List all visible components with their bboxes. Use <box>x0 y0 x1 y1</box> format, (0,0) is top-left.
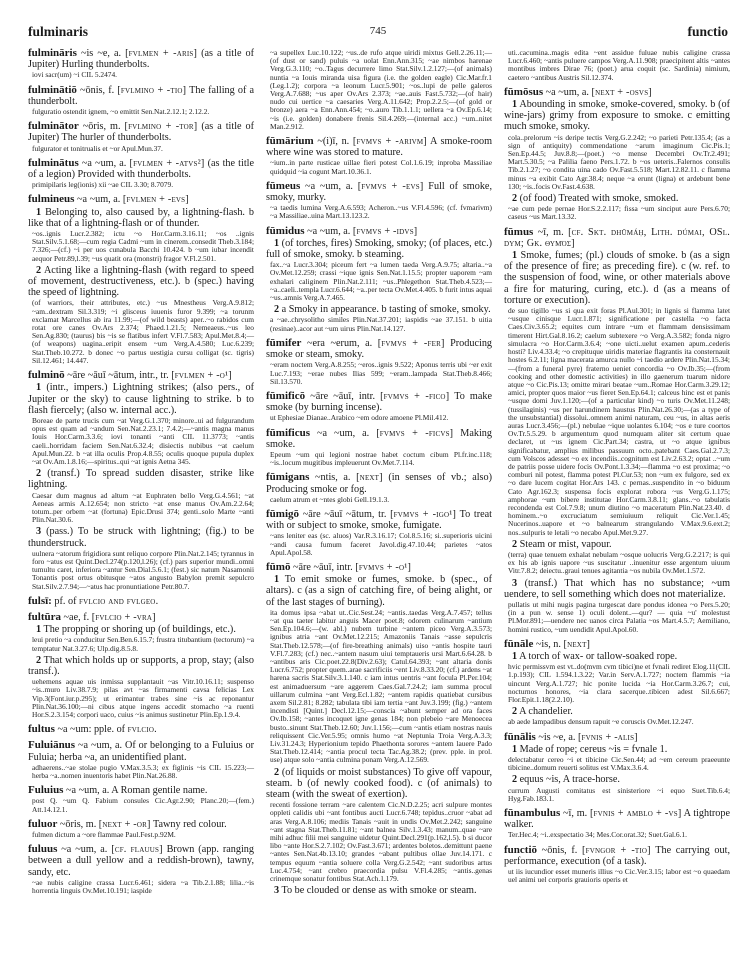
etymology: fvlcio and fvlgeo. <box>79 595 159 607</box>
dictionary-entry <box>504 808 730 840</box>
etymology: [fvlmen + -o¹] <box>171 370 232 382</box>
headword-line <box>504 808 730 830</box>
sense <box>28 207 254 229</box>
dictionary-entry <box>266 338 492 386</box>
headword-line <box>266 472 492 494</box>
grammar-info: ~a ~um, a. <box>78 157 130 169</box>
grammar-info: ~a ~um: pple. of <box>54 724 128 736</box>
sense <box>504 250 730 306</box>
etymology: [next] <box>356 472 383 484</box>
headword: fuluor <box>28 817 58 830</box>
sense <box>266 885 492 896</box>
headword-line <box>504 639 730 650</box>
headword: functiō <box>504 843 537 856</box>
dictionary-entry <box>504 732 730 803</box>
grammar-info: ~āre ~āuī, intr. <box>305 390 381 402</box>
citations: uulnera ~atorum frigidiora sunt reliquo corpore Plin.Nat.2.145; tyrannus in foro ~atus est Quint.Decl.274(p.120,l.26); (cf.) pars superior mundi..omni tumultu caret, inferiora ~antur Sen.Dial.5.6.1; (fest.) sic natum Nasamonii Tonantis post ortus obitusque ~atos angusto Babylon premit sepulcro Stat.Silv.2.7.94;—~atus hac pronuntiatione Petr.80.7. <box>32 548 254 591</box>
citations: caelum atrum et ~ntes globi Gell.19.1.3. <box>270 494 390 504</box>
etymology: [fvlmen + -atvs²] <box>129 157 205 169</box>
sense <box>266 238 492 260</box>
sense-number: 2 <box>512 774 518 786</box>
dictionary-entry <box>28 596 254 607</box>
definition: To make smoke (by burning incense). <box>266 390 492 414</box>
dictionary-entry <box>28 785 254 814</box>
citations: recenti fossione terram ~are calentem Cic.N.D.2.25; acri sulpure montes oppleti calidis ubi ~ant fontibus aucti Lucr.6.748; tepidus..cruor ~abat ad aras Verg.A.8.106; mediis Tanais ~auit in undis Ov.Met.2.242; sanguine ~ant stagna Stat.Theb.11.81; ~ant balnea Silv.1.3.43; manum..quae ~are mihi adhuc filii mei sanguine uidetur Quint.Decl.291(p.162,l.5). b si ducor libo ~ante Hor.S.2.7.102; Ov.Fast.3.671; ardentes boletos..demittunt paene ~antes Sen.Nat.4b.13.10; grandes ~abant pultibus ollae Juv.14.171. c tempus equum ~antia soluere colla Verg.G.2.542; ~ant sudoribus artus Luc.4.754; ~ant crebro praecordia pulsu V.Fl.4.285; ~antis..genas crinemque sonatur fontibus Stat.Ach.1.179. <box>270 800 492 884</box>
etymology: [fvlmino + -tio] <box>117 84 187 96</box>
headword: fūmificō <box>266 389 306 402</box>
headword: fūmeus <box>266 179 301 192</box>
etymology: [cf. Skt. dhūmáḥ, Lith. dúmai, OSl. dym; Gk. θυμός] <box>504 226 730 249</box>
dictionary-entry <box>28 48 254 80</box>
headword: fūmus <box>504 225 534 238</box>
definition: A torch of wax- or tallow-soaked rope. <box>519 651 678 662</box>
headword: fūmōsus <box>504 85 544 98</box>
sense <box>504 774 730 785</box>
grammar-info: ~a ~um, a. <box>304 225 353 237</box>
headword: fulminātus <box>28 156 79 169</box>
sense-number: 1 <box>512 743 518 755</box>
definition: The falling of a thunderbolt. <box>28 84 254 107</box>
sense-number: 1 <box>512 250 518 262</box>
citations: primipilaris leg(ionis) xii ~ae CIL 3.30; 8.7079. <box>32 180 174 190</box>
sense <box>28 526 254 548</box>
headword: fulmineus <box>28 193 75 206</box>
etymology: [next] <box>563 638 591 650</box>
dictionary-entry <box>28 370 254 591</box>
etymology: [fvngor + -tio] <box>582 844 651 856</box>
etymology: [fvmvs + -igo¹] <box>390 508 457 520</box>
etymology: [fvmvs + -evs] <box>357 180 424 192</box>
citations: ab aede lampadibus densum rapuit ~e coruscis Ov.Met.12.247. <box>508 717 694 727</box>
etymology: [next + -or] <box>98 818 151 830</box>
headword-line <box>504 845 730 867</box>
definition: (intr., impers.) Lightning strikes; (also pers., of Jupiter or the sky) to cause lightning to strike. b to flash fiercely; (also w. internal acc.). <box>28 382 254 416</box>
sense-number: 1 <box>36 382 42 394</box>
citations: iovi sacr(um) ~i CIL 5.2474. <box>32 70 118 80</box>
definition: The carrying out, performance, execution (of a task). <box>504 844 730 867</box>
definition: Belonging to, also caused by, a lightning-flash. b like that of a lightning-flash or of thunder. <box>28 206 255 229</box>
running-head-last-word: functio <box>687 24 728 39</box>
sense-number: 3 <box>36 526 42 538</box>
definition: (in senses of vb.; also) Producing smoke or fog. <box>266 472 492 495</box>
definition: Full of smoke, smoky, murky. <box>266 180 492 204</box>
definition: (of liquids or moist substances) To give off vapour, steam. b (of newly cooked food). c (of animals) to steam (with the sweat of exertion). <box>266 766 493 801</box>
citations: ~a supellex Luc.10.122; ~us..de rufo atque uiridi mixtus Gell.2.26.11;—(of dust or sand) puluis ~a uolat Enn.Ann.315; ~ae nimbos harenae Verg.G.3.110; ~o..Tagus decurrere limo Stat.Silv.1.2.127;—(of animals) nuntia ~a Iouis miranda uisa figura (i.e. the golden eagle) Cic.Mar.fr.1 (Leg.1.2); corpora ~a leonum Lucr.5.901; ~os..lupi de pelle galeros Verg.A.7.688; ~us aper Ov.Ars 2.373; ~ae..auis Fast.5.732;—(of hair) nudo cui uertice ~a caesaries Verg.A.11.642; Prop.2.2.5;—(of gold or bronze) aera ~a Enn.Ann.454; ~o..auro Tib.1.1.1; uellera ~a Ov.Ep.6.14; ~is (i.e. golden) donabere frenis Sil.4.269;—(internal acc.) ~um..nitet Man.2.912. <box>270 48 492 131</box>
dictionary-entry <box>28 85 254 117</box>
citations: ~ae nubis caligine crassa Lucr.6.461; sidera ~a Tib.2.1.88; lilia..~is horrentia linguis Ov.Met.10.191; iaspide <box>32 877 254 896</box>
dictionary-entry <box>28 819 254 839</box>
citations: post Q. ~um Q. Fabium consules Cic.Agr.2.90; Planc.20;—(fem.) Att.14.12.1. <box>32 796 254 814</box>
sense <box>266 574 492 608</box>
grammar-info: ~a ~um, a. <box>75 740 125 752</box>
etymology: [fvmvs + -ficvs] <box>376 427 454 439</box>
sense <box>28 624 254 635</box>
headword: fulmināris <box>28 47 77 59</box>
headword: fūmigō <box>266 507 299 520</box>
entry-continuation <box>504 49 730 82</box>
dictionary-entry <box>28 158 254 190</box>
headword: Fuluius <box>28 784 64 797</box>
citations: ita domus ipsa ~abat ut..Cic.Sest.24; ~antis..taedas Verg.A.7.457; tellus ~at qua taeter labitur anguis Macer poet.8; odorem culinarum ~antium Sen.Ep.104.6;—(w. abl.) nubem turbine ~antem piceo Verg.A.3.573; ignibus atria ~ant Ov.Met.12.215; Amazoniis Tanais ~asse sepulcris Stat.Theb.12.578;—(of fire-breathing animals) uiso ~antis hospite tauri V.Fl.7.283; (cf.) nec..~antem nasum uiui temptaueris ursi Mart.6.64.28. b ~antibus aris Cic.poet.22.8(Div.2.63); Catul.64.393; ~ant altaria donis Lucr.6.752; propter quem..arae sacrificiis ~ent Liv.8.33.20; (cf.) ardens ~at harena sacris Stat.Silv.3.1.140. c iam intus uentris ~ant focula Pl.Per.104; est animaduersum ~are aggerem Caes.Gal.7.24.2; iam summa procul uillarum culmina ~ant Verg.Ecl.1.82; ~antem rapidis quatiebat cursibus axem Sil.2.81; 8.282; tabulata tibi iam tertia ~ant Juv.3.199; (fig.) ~antem incendisti [Quint.] Decl.12.15;—conscia ~abunt semper ad ora faces Ov.Ib.158; ~antes incoquet igne genas 184; non plebeio ~are Menoecea busto..sinunt Stat.Theb.12.60; Juv.1.156;—cum ~antis etiam nostras nauis reliquissent Cic.Ver.5.95; omnis humo ~at Neptunia Troia Verg.A.3.3; Liv.31.24.3; Hyperionium tepido Phaethonta sorores ~antem lauere Pado Stat.Theb.12.414; ~antia procul tecta Tac.Ag.38.2; (prev. pple. in prol. use) atque solo ~antia culmina ponam Verg.A.12.569. <box>270 607 492 765</box>
grammar-info: ~is ~e, a. <box>535 731 578 743</box>
headword: fūmigans <box>266 471 310 484</box>
sense <box>504 651 730 662</box>
headword: fulminō <box>28 369 65 382</box>
headword: fūmifer <box>266 336 302 349</box>
column-3 <box>504 48 730 901</box>
definition: To be clouded or dense as with smoke or steam. <box>281 885 477 897</box>
headword: fūmidus <box>266 224 305 237</box>
headword-line <box>28 121 254 143</box>
dictionary-entry <box>266 509 492 557</box>
headword-line <box>266 509 492 531</box>
sense <box>504 706 730 717</box>
dictionary-entry <box>28 844 254 895</box>
headword: fultūra <box>28 610 61 623</box>
etymology: [fvmvs + -arivm] <box>352 136 427 148</box>
grammar-info: ~ī, m. <box>560 808 590 820</box>
sense-number: 2 <box>512 193 518 205</box>
citations: ut iis iucundior esset muneris illius ~o Cic.Ver.3.15; labor est ~o quaedam uel animi uel corporis grauioris operis et <box>508 867 730 885</box>
citations: ~eram noctem Verg.A.8.255; ~eros..ignis 9.522; Aponus terris ubi ~er exit Luc.7.193; ~erae nubes Ilias 599; ~eram..lampada Stat.Theb.8.466; Sil.13.570. <box>270 360 492 386</box>
citations: adhaerens..~ae stolae pugio V.Max.3.5.3; ex figlinis ~is CIL 15.223;—herba ~a..nomen inuentoris habet Plin.Nat.26.88. <box>32 762 254 781</box>
headword-line <box>28 158 254 180</box>
grammar-info: ~a ~um, a. <box>300 180 358 192</box>
headword: fūnambulus <box>504 807 561 820</box>
dictionary-entry <box>266 391 492 423</box>
definition: (transf.) That which has no substance; ~um uendere, to sell something which does not materialize. <box>504 577 730 600</box>
grammar-info: ~a ~um, a. <box>74 194 123 206</box>
definition: a Smoky in appearance. b tasting of smoke, smoky. <box>281 304 491 316</box>
citations: ~ium..in parte rusticae uillae fieri potest Col.1.6.19; inproba Massiliae quidquid ~ia cogunt Mart.10.36.1. <box>270 158 492 176</box>
headword-line <box>28 48 254 70</box>
etymology: [fvlcio + -vra] <box>91 611 156 623</box>
etymology: [fvlmino + -tor] <box>124 121 198 133</box>
sense-number: 3 <box>512 577 518 589</box>
column-1 <box>28 48 254 901</box>
grammar-info: ~is ~e, a. <box>76 48 126 59</box>
headword: fūmō <box>266 560 291 573</box>
citations: hvic permissvm est vt..do(mvm cvm tibici)ne et fvnali rediret Elog.11(CIL 1.p.193); CIL 1.594.1.3.22; Var.in Serv.A.1.727; noctem flammis ~ia uincunt Verg.A.1.727; hic ponite lucida ~ia Hor.Carm.3.26.7; cui, nocturnos honores, ~ia clara sacerque..tibicen adest Sil.6.667; Flor.Epit.1.18(2.2.10). <box>508 662 730 705</box>
dictionary-entry <box>28 740 254 780</box>
sense-number: 2 <box>274 766 280 778</box>
columns <box>28 47 731 901</box>
headword-line <box>28 740 254 762</box>
grammar-info: ~a ~um, a. <box>57 844 112 856</box>
etymology: [fvmvs + -fer] <box>377 337 445 349</box>
sense <box>28 468 254 490</box>
headword: fulsī: <box>28 594 52 607</box>
grammar-info: ~ae, f. <box>61 611 92 623</box>
dictionary-entry <box>266 136 492 176</box>
definition: (as a title of Jupiter) The hurler of thunderbolts. <box>28 121 255 144</box>
dictionary-entry <box>266 181 492 221</box>
etymology: fvlcio. <box>127 724 157 736</box>
page-number: 745 <box>369 25 387 37</box>
grammar-info: ~is, n. <box>533 638 564 650</box>
definition: Of or belonging to a Fuluius or Fuluia; herba ~a, an unidentified plant. <box>28 740 254 763</box>
citations: uti..cacumina..magis edita ~ent assidue fuluae nubis caligine crassa Lucr.6.460; ~antis puluere campos Verg.A.11.908; praecipitent altis ~antes montibus imbres Dirae 76; (poet.) arua coquit (sc. Sardinia) nimium, caetero ~antibus Austris Sil.12.374. <box>508 48 730 82</box>
citations: uehemens aquae uis inmissa supplantauit ~as Vitr.10.16.11; suspenso ~is..muro Liv.38.7.9; pilas avt ~as firmamenti cavsa felicias Lex Vip.3(Font.iur.p.295); ut erimantur trabes sine ~is ac reponantur Plin.Nat.36.100;—ni cibus atque ingens accedit stomacho ~a ruenti Hor.S.2.3.154; corpori uaco, cuius ~is animus sustinetur Plin.Ep.1.9.4. <box>32 677 254 719</box>
citations: Caesar dum magnus ad altum ~at Euphraten bello Verg.G.4.561; ~at Aeneas armis A.12.654; non stricto ~at ense manus Ov.Am.2.2.64; totum..per orbem ~at (fortuna) Epic.Drusi 374; genti..solo Marte ~anti Plin.Nat.30.6. <box>32 490 254 525</box>
definition: Producing smoke or steam, smoky. <box>266 337 493 361</box>
citations: fax..~a Lucr.3.304; piceum fert ~a lumen taeda Verg.A.9.75; altaria..~a Ov.Met.12.259; crassi ~ique ignis Sen.Nat.1.15.5; propter uaporem ~am exhalari caliginem Plin.Nat.2.111; ~us..Phlegethon Stat.Theb.4.523;—~a..caeli..templa Lucr.6.644; ~a..per tecta Ov.Met.4.405. b furit intus aquai ~us..amnis Verg.A.7.465. <box>270 260 492 303</box>
headword: fuluus <box>28 843 58 856</box>
dictionary-entry <box>504 845 730 885</box>
headword: fūnāle <box>504 637 534 650</box>
citations: delectabatur cereo ~i et tibicine Cic.Sen.44; ad ~em cereum praeeunte tibicine..domum reuerti solitus est V.Max.3.6.4. <box>508 755 730 773</box>
sense <box>28 655 254 677</box>
citations: Boreae de parte trucis cum ~at Verg.G.1.370; minore..ui ad fulgurandum opus est quam ad ~andum Sen.Nat.2.23.1; 7.4.2;—~antis magna manus Iouis Hor.Carm.3.3.6; iovi tonanti ~anti CIL 11.3773; ~antis caeli..horridam faciem Sen.Nat.6.32.4; disiectis nubibus ~at caelum Apul.Mun.22. b ~at illa oculis Prop.4.8.55; oculis quoque pupula duplex ~at Ov.Am.1.8.16;—spiritus..qui ~at ignis Aetna 345. <box>32 415 254 466</box>
grammar-info: ~(i)ī, n. <box>313 136 353 148</box>
grammar-info: ~a ~um, a. <box>543 86 592 98</box>
sense <box>266 767 492 801</box>
definition: (of torches, fires) Smoking, smoky; (of places, etc.) full of smoke, smoky. b steaming. <box>266 237 493 261</box>
definition: Abounding in smoke, smoke-covered, smoky. b (of wine-jars) grimy from exposure to smoke. c emitting much smoke, smoky. <box>504 99 731 133</box>
etymology: [fvlmen + -evs] <box>122 194 189 206</box>
etymology: [cf. flauus] <box>111 844 163 856</box>
definition: That which holds up or supports, a prop, stay; (also transf.). <box>28 654 254 677</box>
definition: To treat with or subject to smoke, smoke, fumigate. <box>266 508 493 532</box>
citations: Ter.Hec.4; ~i..exspectatio 34; Mes.Cor.orat.32; Suet.Gal.6.1. <box>508 830 687 840</box>
sense <box>504 578 730 600</box>
sense-number: 2 <box>36 654 42 666</box>
citations: ~os..ignis Lucr.2.382; ictu ~o Hor.Carm.3.16.11; ~os ..ignis Stat.Silv.5.1.68;—cum regia Cadmi ~um in cinerem..consedit Theb.3.184; 7.326;—(cf.) ~i per uos cunabula Bacchi 10.424. b ~um iubar incendit aequor Petr.89,l.39; ~us quatit ora (monstri) fragor V.Fl.2.501. <box>32 229 254 263</box>
sense-number: 1 <box>274 237 280 249</box>
citations: fulmen dictum a ~ore flammae Paul.Fest.p.92M. <box>32 830 176 840</box>
sense <box>28 382 254 416</box>
definition: To emit smoke or fumes, smoke. b (spec., of altars). c (as a sign of catching fire, of being alight, or of the last stages of burning). <box>266 574 492 608</box>
citations: (terra) quae tenuem exhalat nebulam ~osque uolucris Verg.G.2.217; is qui ex his ab ignis uapore ~us suscitatur ..inuenitur esse argentum uiuum Vitr.7.8.2; deiectu..graui tenues agitantia ~os nubila Ov.Met.1.572. <box>508 549 730 576</box>
etymology: [fvnis + amblo + -vs] <box>589 808 682 820</box>
headword: fūmificus <box>266 426 310 439</box>
headword-line <box>504 227 730 249</box>
definition: The propping or shoring up (of buildings, etc.). <box>43 624 236 636</box>
dictionary-entry <box>266 472 492 504</box>
citations: ut Ephesiae Dianae..Arabico ~em odore amoene Pl.Mil.412. <box>270 413 449 423</box>
sense <box>28 265 254 299</box>
headword-line <box>28 370 254 381</box>
headword-line <box>266 391 492 413</box>
sense-number: 2 <box>36 468 42 480</box>
citations: de suo tigillo ~us si qua exit foras Pl.Aul.301; in lignis si flamma latet ~usque cinisque Lucr.1.871; significatione per castella ~o facta Caes.Civ.3.65.2; equites cum intrare ~um et flammam densissimam timerent Hirt.Gal.8.16.2; caelum subtexere ~o Verg.A.3.582; fonda nigro simulacra ~o Hor.Carm.3.6.4; ~one uicti..uelut examen apum..cederis hosti? Liv.4.33.4; ~o crepituque uiridis materiae flagrantis ita consternauit hostes 6.2.11; ligna macerata amurca nullo ~i taedio ardere Plin.Nat.15.34;—(from a funeral pyre) fraterno ueniet concordia ~o Ov.Ib.35;—(from cooking and other domestic activities) in illo gaenerum tuarum nidore atque ~o Cic.Pis.13; omitte mirari beatae ~um..Romae Hor.Carm.3.29.12; amici, propter quos maior ~us fieret Sen.Ep.64.1; calceus hinc est et panis ~usque domi Juv.1.120;—(of a particular kind) ~o turis Ov.Met.11.248; (tussilaginis) ~us per harundinem haustus Plin.Nat.26.30;—(as a type of the unsubstantial) dissolui..omnem animi naturam, ceu ~us, in altas aeris auras Lucr.3.456;—(pl.) nebulae ~ique uolantes 6.104; ~os e ture coortos Ov.Tr.5.5.29. b argumentum quod numquam aliter sit certum quae declaret, ut ~us ignem Cic.Part.34; castra, ut ~o atque ignibus significabatur, amplius milibus passuum octo..patebant Caes.Gal.2.7.3; cum Volscos adesset ~o ex incendiis..cognitum est Liv.2.63.2; optat ..~um de patriis posse uidere focis Ov.Pont.1.3.34;—flamma ~o est proxima; ~o comburi nil potest, flamma potest Pl.Cur.53; non ~um ex fulgore, sed ex ~o dare lucem cogitat Hor.Ars 143. c pernas..suspendito in ~o biduum Cato Agr.162.3; suspensa focis explorat robora ~us Verg.G.1.175; amphorae ~um bibere institutae Hor.Carm.3.8.11; glans..~o tabulatis recondenda est Col.7.9.8; unum diutino ~o maceratum Plin.Nat.23.40. d hominem..~o excruciatum semiuiuum reliquit Cic.Ver.1.45; Nucerinos..uapore et ~o balnearum strangulando V.Max.9.6.ext.2; nos..sulpuris te letali ~o necabo Apul.Met.9.27. <box>508 306 730 537</box>
citations: ~ans leniter eas (sc. aluos) Var.R.3.16.17; Col.8.5.16; si..superioris uicini ~andi causa fumum faceret Javol.dig.47.10.44; parietes ~atos Apul.Apol.58. <box>270 531 492 557</box>
dictionary-entry <box>266 226 492 333</box>
dictionary-entry <box>504 87 730 222</box>
sense-number: 3 <box>274 885 280 897</box>
definition: A chandelier. <box>519 706 573 718</box>
grammar-info: ~era ~erum, a. <box>301 337 378 349</box>
running-head <box>28 24 728 46</box>
sense <box>504 744 730 755</box>
definition: (transf.) To spread sudden disaster, strike like lightning. <box>28 468 254 491</box>
definition: A Roman gentile name. <box>111 785 208 797</box>
headword: fulminātor <box>28 120 79 133</box>
etymology: [fvmvs + -fico] <box>380 390 450 402</box>
definition: equus ~is, A trace-horse. <box>519 774 620 786</box>
sense-number: 2 <box>36 264 42 276</box>
grammar-info: ~ōris, m. <box>78 121 125 133</box>
sense-number: 2 <box>274 304 280 316</box>
definition: Made of rope; cereus ~is = fvnale 1. <box>519 743 668 755</box>
definition: Smoke, fumes; (pl.) clouds of smoke. b (as a sign of the presence of fire; as preceding fire). c (w. ref. to the suspension of food, wine, or other materials above a fire for maturing, curing, etc.). d (as a means of torture or execution). <box>504 250 730 306</box>
definition: Brown (app. ranging between a dull yellow and a reddish-brown), tawny, sandy, etc. <box>28 844 254 878</box>
headword: Fuluiānus <box>28 739 76 752</box>
headword-line <box>504 87 730 98</box>
dictionary-entry <box>28 194 254 365</box>
headword-line <box>266 428 492 450</box>
citations: leui pretio ~a conducitur Sen.Ben.6.15.7; frustra titubantium (tectorum) ~a temptatur Nat.3.27.6; Ulp.dig.8.5.8. <box>32 635 254 653</box>
dictionary-entry <box>504 227 730 634</box>
headword-line <box>28 819 254 830</box>
grammar-info: ~āre ~āuī, intr. <box>290 561 356 573</box>
entry-continuation <box>266 49 492 131</box>
etymology: [fvnis + -alis] <box>577 731 638 743</box>
grammar-info: ~āre ~āuī ~ātum, intr., tr. <box>64 370 172 382</box>
sense <box>504 193 730 204</box>
sense <box>504 99 730 133</box>
headword-line <box>28 612 254 623</box>
grammar-info: ~āre ~āuī ~ātum, tr. <box>299 508 391 520</box>
running-head-first-word: fulminaris <box>28 24 89 39</box>
definition: A smoke-room where wine was stored to mature. <box>266 136 492 159</box>
sense <box>266 304 492 315</box>
headword: fulminātiō <box>28 83 77 96</box>
sense <box>504 539 730 550</box>
etymology: [fvmvs + -idvs] <box>352 225 418 237</box>
citations: Epeum ~um qui legioni nostrae habet coctum cibum Pl.fr.inc.118; ~is..locum mugitibus impleuerunt Ov.Met.7.114. <box>270 449 492 468</box>
citations: fulguratio ostendit ignem, ~o emittit Sen.Nat.2.12.1; 2.12.2. <box>32 107 210 117</box>
column-2 <box>266 48 492 901</box>
dictionary-page <box>28 24 731 901</box>
headword-line <box>266 226 492 237</box>
dictionary-entry <box>266 428 492 468</box>
definition: (pass.) To be struck with lightning; (fig.) to be thunderstruck. <box>28 526 255 549</box>
grammar-info: ~ī, m. <box>533 226 569 238</box>
sense-number: 1 <box>512 99 518 111</box>
dictionary-entry <box>28 724 254 735</box>
grammar-info: ~ōnis, f. <box>537 844 583 856</box>
grammar-info: ~a ~um, a. <box>63 785 112 797</box>
citations: a ~ae..chrysolitho similes Plin.Nat.37.201; iaspidis ~ae 37.151. b uitia (resinae)..acor aut ~um uirus Plin.Nat.14.127. <box>270 315 492 333</box>
sense-number: 2 <box>512 538 518 550</box>
citations: pullatis ut mihi nugis pagina turgescat dare pondus idonea ~o Pers.5.20; (in a pun w. sense 1) oculi dolent..—qur? — quia ~u' molestust Pl.Mor.891;—uendere nec uanos circa Palatia ~os Mart.4.5.7; Aemiliano, homini rustico, ~um uendidit Apul.Apol.60. <box>508 599 730 634</box>
sense-number: 1 <box>36 624 42 636</box>
dictionary-entry <box>28 612 254 719</box>
citations: (of warriors, their attributes, etc.) ~us Mnestheus Verg.A.9.812; ~am..dextram Sil.3.319; ~i glisceus iuuenis furor 9.399; ~a torunm exclamat Marcellus ab ira 11.99;—(of wild beasts) aper..~o rabidos cum rotat ore canes Ov.Ars 2.374; Phaed.1.21.5; Nemeaeus..~us leo Sen.Ag.830; (taurus) bis ~is se flatibus infert V.Fl.7.583; Apul.Met.8.4;—(of weapons) uagina..eripit ensem ~um Verg.A.4.580; Luc.6.239; Stat.Theb.10.272. b donec ~o partus uestigia cursu colligat (sc. tigris) Sil.12.461; 14.447. <box>32 298 254 365</box>
etymology: [fvlmen + -aris] <box>125 48 198 59</box>
headword: fūmārium <box>266 135 314 148</box>
headword-line <box>266 136 492 158</box>
definition: Steam or mist, vapour. <box>519 538 612 550</box>
headword-line <box>28 194 254 205</box>
etymology: [next + -osvs] <box>591 86 652 98</box>
definition: Tawny red colour. <box>152 818 227 830</box>
headword-line <box>504 732 730 743</box>
etymology: [fvmvs + -o¹] <box>355 561 412 573</box>
headword: fūnālis <box>504 730 536 743</box>
headword: fultus <box>28 723 55 736</box>
sense-number: 2 <box>512 706 518 718</box>
grammar-info: ~a ~um, a. <box>310 427 377 439</box>
dictionary-entry <box>266 562 492 897</box>
citations: currum Augusti comitatus est sinisteriore ~i equo Suet.Tib.6.4; Hyg.Fab.183.1. <box>508 785 730 803</box>
citations: cola..prelorum ~is deripe tectis Verg.G.2.242; ~o parieti Petr.135.4; (as a sign of antiquity) commendatione ~arum imaginum Cic.Pis.1; Sen.Ep.44.5; Juv.8.8;—(poet.) ~o mense Decembri Ov.Tr.2.491; Mart.5.30.5; ~a Palilia faeno Pers.1.72. b ~os ueteris..Falernos consulis Tib.2.1.27; ~o condita uina cado Ov.Fast.5.518; Mart.12.82.11. c flamma minus ~a exibit Cato Agr.38.4; neque ~a erunt (ligna) et ardebunt bene 130; ~is..focis Ov.Fast.4.638. <box>508 132 730 191</box>
citations: fulgurator et tonitrualis et ~or Apul.Mun.37. <box>32 143 163 153</box>
definition: Acting like a lightning-flash (with regard to speed of movement, destructiveness, etc.). b (spec.) having the speed of lightning. <box>28 264 255 299</box>
citations: ~ae cum pede pernae Hor.S.2.2.117; fissa ~um sinciput aure Pers.6.70; caseus ~us Mart.13.32. <box>508 204 730 222</box>
headword-line <box>266 338 492 360</box>
definition: (as the title of a legion) Provided with thunderbolts. <box>28 157 255 181</box>
grammar-info: pf. of <box>51 595 80 607</box>
headword-line <box>266 181 492 203</box>
headword-line <box>28 785 254 796</box>
dictionary-entry <box>28 121 254 153</box>
headword-line <box>28 844 254 878</box>
definition: (as a title of Jupiter) Hurling thunderbolts. <box>28 48 254 71</box>
grammar-info: ~ōnis, f. <box>76 84 118 96</box>
headword-line <box>28 596 254 607</box>
definition: Making smoke. <box>266 427 492 450</box>
headword-line <box>28 724 254 735</box>
sense-number: 1 <box>274 574 280 586</box>
sense-number: 1 <box>36 206 42 218</box>
definition: (of food) Treated with smoke, smoked. <box>519 193 679 205</box>
dictionary-entry <box>504 639 730 727</box>
grammar-info: ~ōris, m. <box>57 818 99 830</box>
sense-number: 1 <box>512 651 518 662</box>
headword-line <box>266 562 492 573</box>
grammar-info: ~ntis, a. <box>309 472 357 484</box>
headword-line <box>28 85 254 107</box>
citations: ~a taedis lumina Verg.A.6.593; Acheron..~us V.Fl.4.596; (cf. fvmarivm) ~a Massiliae..uina Mart.13.123.2. <box>270 203 492 221</box>
definition: A tightrope walker. <box>504 808 730 831</box>
